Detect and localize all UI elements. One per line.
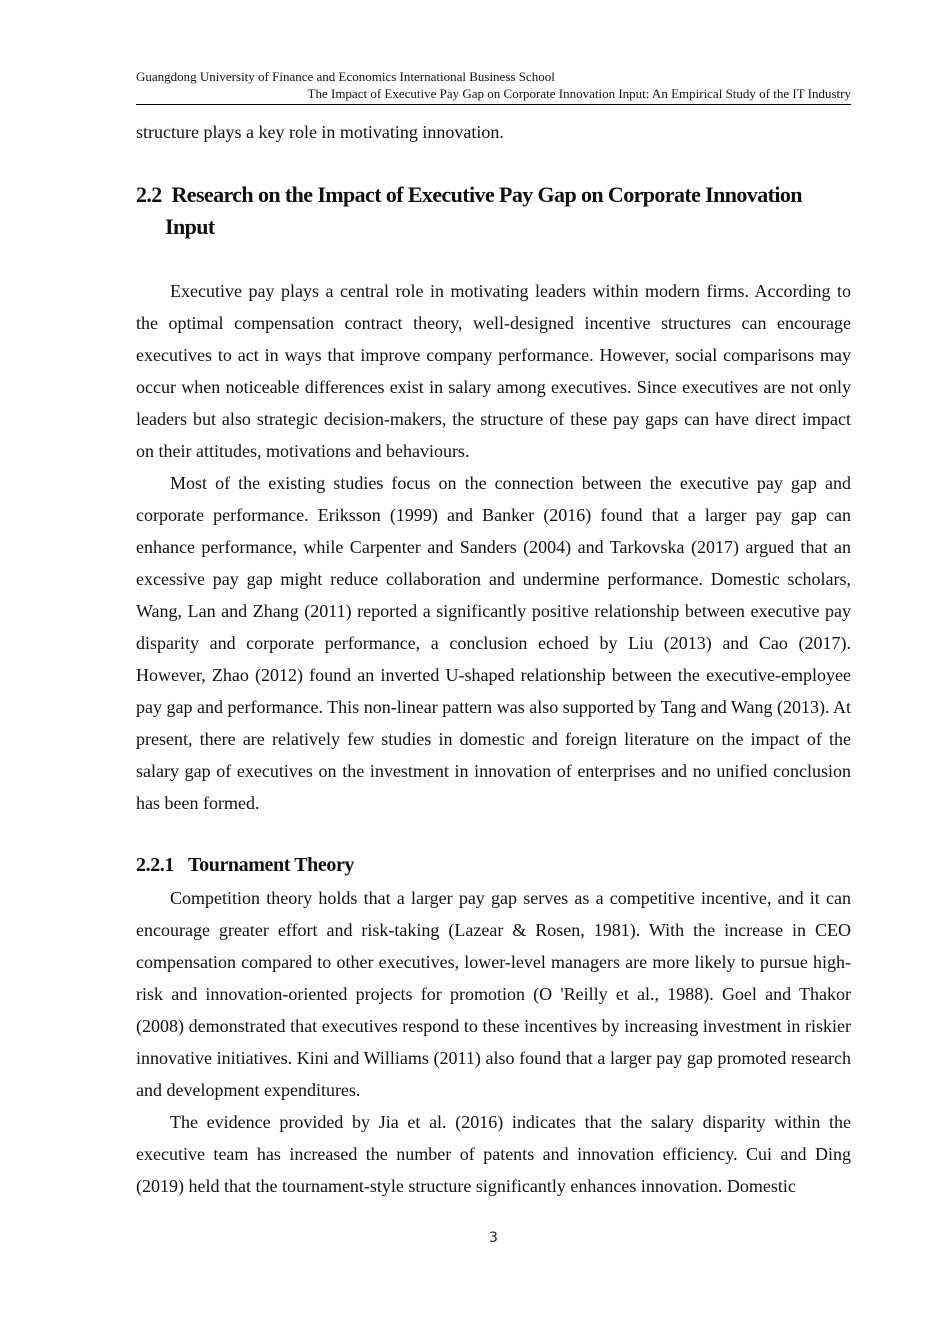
section-title-line2: Input [165,214,215,239]
page-header [136,66,851,105]
header-paper-title: The Impact of Executive Pay Gap on Corporate Innovation Input: An Empirical Study of the IT Industry [307,86,851,101]
subsection-title: Tournament Theory [188,854,355,876]
subsection-number: 2.2.1 [136,854,175,876]
continuation-paragraph: structure plays a key role in motivating innovation. [136,122,504,142]
section-title-line1: Research on the Impact of Executive Pay Gap on Corporate Innovation [171,182,802,207]
paragraph: Competition theory holds that a larger pay gap serves as a competitive incentive, and it can encourage greater effort and risk-taking (Lazear & Rosen, 1981). With the increase in CEO compensation compared to other executives, lower-level managers are more likely to pursue high-risk and innovation-oriented projects for promotion (O 'Reilly et al., 1988). Goel and Thakor (2008) demonstrated that executives respond to these incentives by increasing investment in riskier innovative initiatives. Kini and Williams (2011) also found that a larger pay gap promoted research and development expenditures. [136,888,851,1100]
paragraph: The evidence provided by Jia et al. (2016) indicates that the salary disparity within the executive team has increased the number of patents and innovation efficiency. Cui and Ding (2019) held that the tournament-style structure significantly enhances innovation. Domestic [136,1112,851,1196]
subsection-heading [136,850,354,880]
subsection-body [136,882,851,1202]
header-school-name: Guangdong University of Finance and Economics International Business School [136,69,555,84]
section-body [136,275,851,819]
section-heading [136,179,851,243]
section-number: 2.2 [136,182,162,207]
paragraph: Most of the existing studies focus on the connection between the executive pay gap and corporate performance. Eriksson (1999) and Banker (2016) found that a larger pay gap can enhance performance, while Carpenter and Sanders (2004) and Tarkovska (2017) argued that an excessive pay gap might reduce collaboration and undermine performance. Domestic scholars, Wang, Lan and Zhang (2011) reported a significantly positive relationship between executive pay disparity and corporate performance, a conclusion echoed by Liu (2013) and Cao (2017). However, Zhao (2012) found an inverted U-shaped relationship between the executive-employee pay gap and performance. This non-linear pattern was also supported by Tang and Wang (2013). At present, there are relatively few studies in domestic and foreign literature on the impact of the salary gap of executives on the investment in innovation of enterprises and no unified conclusion has been formed. [136,473,851,813]
page-number: 3 [489,1230,498,1246]
document-page [136,0,851,1344]
paragraph: Executive pay plays a central role in motivating leaders within modern firms. According to the optimal compensation contract theory, well-designed incentive structures can encourage executives to act in ways that improve company performance. However, social comparisons may occur when noticeable differences exist in salary among executives. Since executives are not only leaders but also strategic decision-makers, the structure of these pay gaps can have direct impact on their attitudes, motivations and behaviours. [136,281,851,461]
